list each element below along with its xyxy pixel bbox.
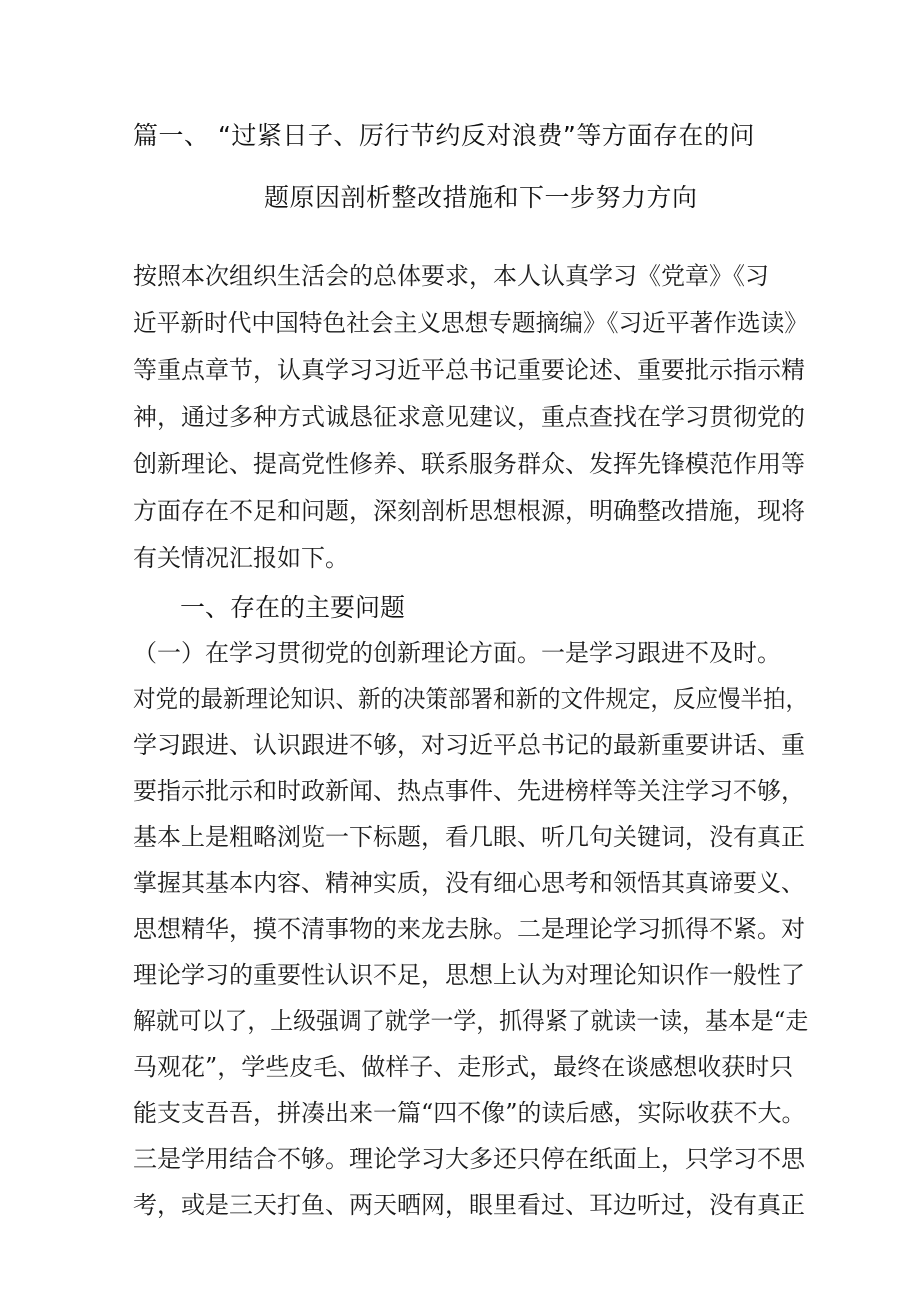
text-line: 神，通过多种方式诚恳征求意见建议，重点查找在学习贯彻党的 [133, 403, 805, 431]
text-line: 思想精华，摸不清事物的来龙去脉。二是理论学习抓得不紧。对 [133, 915, 805, 943]
text-line: 考，或是三天打鱼、两天晒网，眼里看过、耳边听过，没有真正 [133, 1191, 805, 1219]
text-line: 能支支吾吾，拼凑出来一篇“四不像”的读后感，实际收获不大。 [133, 1099, 806, 1127]
text-line: 要指示批示和时政新闻、热点事件、先进榜样等关注学习不够， [133, 777, 805, 805]
text-line: 创新理论、提高党性修养、联系服务群众、发挥先锋模范作用等 [133, 450, 805, 478]
document-title-line-1: 篇一、 “过紧日子、厉行节约反对浪费”等方面存在的问 [133, 121, 755, 150]
text-line: 马观花”，学些皮毛、做样子、走形式，最终在谈感想收获时只 [133, 1053, 794, 1081]
text-line: 理论学习的重要性认识不足，思想上认为对理论知识作一般性了 [133, 961, 805, 989]
text-line: 解就可以了，上级强调了就学一学，抓得紧了就读一读，基本是“走 [133, 1007, 809, 1035]
text-line: 按照本次组织生活会的总体要求，本人认真学习《党章》《习 [133, 262, 769, 290]
text-line: 基本上是粗略浏览一下标题，看几眼、听几句关键词，没有真正 [133, 823, 805, 851]
text-line: 有关情况汇报如下。 [133, 544, 349, 572]
text-line: （一）在学习贯彻党的创新理论方面。一是学习跟进不及时。 [133, 639, 781, 667]
section-heading: 一、存在的主要问题 [180, 593, 406, 622]
text-line: 掌握其基本内容、精神实质，没有细心思考和领悟其真谛要义、 [133, 869, 805, 897]
text-line: 对党的最新理论知识、新的决策部署和新的文件规定，反应慢半拍， [133, 685, 808, 713]
text-line: 等重点章节，认真学习习近平总书记重要论述、重要批示指示精 [133, 356, 805, 384]
text-line: 三是学用结合不够。理论学习大多还只停在纸面上，只学习不思 [133, 1145, 805, 1173]
document-title-line-2: 题原因剖析整改措施和下一步努力方向 [264, 183, 698, 212]
text-line: 学习跟进、认识跟进不够，对习近平总书记的最新重要讲话、重 [133, 731, 805, 759]
text-line: 近平新时代中国特色社会主义思想专题摘编》《习近平著作选读》 [133, 309, 808, 337]
text-line: 方面存在不足和问题，深刻剖析思想根源，明确整改措施，现将 [133, 497, 805, 525]
